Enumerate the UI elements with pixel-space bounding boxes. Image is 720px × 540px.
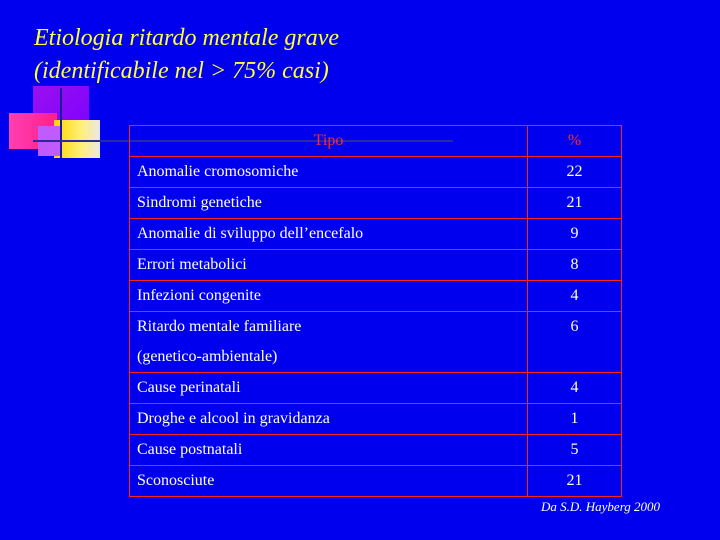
table-row — [130, 435, 622, 466]
cell-percent: 8 — [528, 250, 622, 281]
table-header-row — [130, 126, 622, 157]
table-row — [130, 373, 622, 404]
cell-percent: 21 — [528, 188, 622, 219]
cell-tipo: Errori metabolici — [130, 250, 528, 281]
source-citation: Da S.D. Hayberg 2000 — [541, 499, 661, 514]
slide-title — [34, 22, 339, 88]
cell-percent: 21 — [528, 466, 622, 497]
cell-percent: 4 — [528, 281, 622, 312]
slide-title-line1: Etiologia ritardo mentale grave — [34, 25, 340, 51]
cell-percent: 1 — [528, 404, 622, 435]
cell-tipo: Cause postnatali — [130, 435, 528, 466]
table-row — [130, 404, 622, 435]
table-row — [130, 250, 622, 281]
cell-tipo-line1: Ritardo mentale familiare — [137, 318, 302, 335]
cell-tipo: Droghe e alcool in gravidanza — [130, 404, 528, 435]
cell-tipo: Anomalie cromosomiche — [130, 157, 528, 188]
cell-percent: 4 — [528, 373, 622, 404]
table-row — [130, 219, 622, 250]
cell-tipo: Anomalie di sviluppo dell’encefalo — [130, 219, 528, 250]
table-row — [130, 466, 622, 497]
etiology-table — [129, 125, 622, 497]
cell-tipo: Sindromi genetiche — [130, 188, 528, 219]
slide-title-line2: (identificabile nel > 75% casi) — [34, 58, 329, 84]
cell-percent: 9 — [528, 219, 622, 250]
cell-tipo — [130, 312, 528, 373]
table-row — [130, 157, 622, 188]
column-header-percent: % — [528, 126, 622, 157]
cell-percent: 22 — [528, 157, 622, 188]
table-row — [130, 281, 622, 312]
table-row — [130, 312, 622, 373]
column-header-tipo: Tipo — [130, 126, 528, 157]
cell-tipo: Cause perinatali — [130, 373, 528, 404]
cell-tipo: Sconosciute — [130, 466, 528, 497]
table-row — [130, 188, 622, 219]
decorative-vertical-line — [60, 88, 62, 158]
cell-tipo-line2: (genetico-ambientale) — [137, 348, 278, 365]
cell-percent: 6 — [528, 312, 622, 373]
cell-tipo: Infezioni congenite — [130, 281, 528, 312]
cell-percent: 5 — [528, 435, 622, 466]
